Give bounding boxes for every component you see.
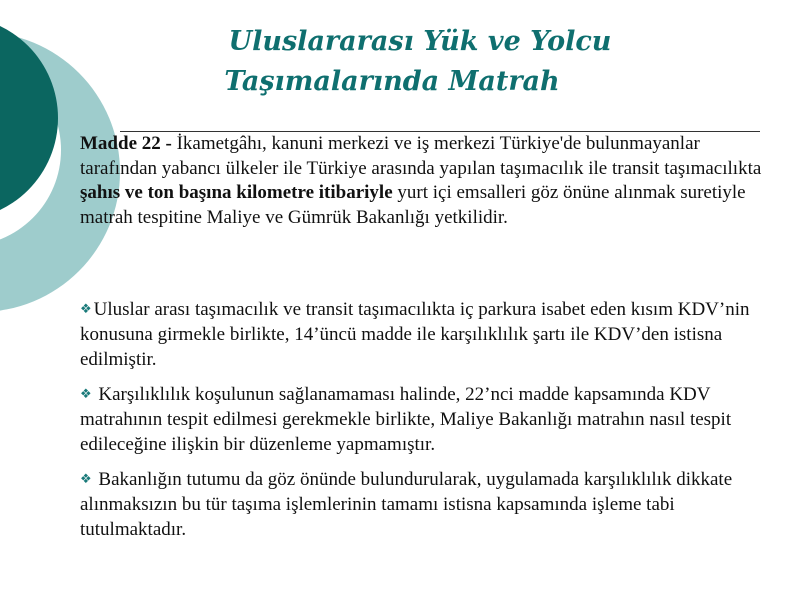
bullet-list (80, 296, 780, 551)
madde-label: Madde 22 - (80, 133, 172, 154)
madde-text-1: İkametgâhı, kanuni merkezi ve iş merkezi Türkiye'de bulunmayanlar tarafından yabancı ülkeler ile Türkiye arasında yapılan taşımacılık ile transit taşımacılıkta (80, 133, 762, 179)
bullet-item (80, 466, 780, 542)
bullet-text: Karşılıklılık koşulunun sağlanamaması halinde, 22’nci madde kapsamında KDV matrahının tespit edilmesi gerekmekle birlikte, Maliye Bakanlığı matrahın nasıl tespit edileceğine ilişkin bir düzenleme yapmamıştır. (80, 384, 732, 455)
madde-text-2: yurt içi emsalleri göz önüne alınmak suretiyle matrah tespitine Maliye ve Gümrük Bakanlığı yetkilidir. (80, 182, 746, 228)
title-line-2: Taşımalarında Matrah (224, 66, 560, 97)
diamond-bullet-icon: ❖ (80, 386, 92, 401)
slide-title (150, 22, 690, 102)
diamond-bullet-icon: ❖ (80, 301, 92, 316)
madde-bold-text: şahıs ve ton başına kilometre itibariyle (80, 182, 393, 203)
bullet-text: Uluslar arası taşımacılık ve transit taşımacılıkta iç parkura isabet eden kısım KDV’nin konusuna girmekle birlikte, 14’üncü madde ile karşılıklılık şartı ile KDV’den istisna edilmiştir. (80, 299, 750, 370)
bullet-item (80, 296, 780, 372)
diamond-bullet-icon: ❖ (80, 471, 92, 486)
bullet-text: Bakanlığın tutumu da göz önünde bulundurularak, uygulamada karşılıklılık dikkate alınmaksızın bu tür taşıma işlemlerinin tamamı istisna kapsamında işleme tabi tutulmaktadır. (80, 469, 733, 540)
bullet-item (80, 381, 780, 457)
title-line-1: Uluslararası Yük ve Yolcu (228, 26, 612, 57)
madde-paragraph (80, 132, 780, 230)
